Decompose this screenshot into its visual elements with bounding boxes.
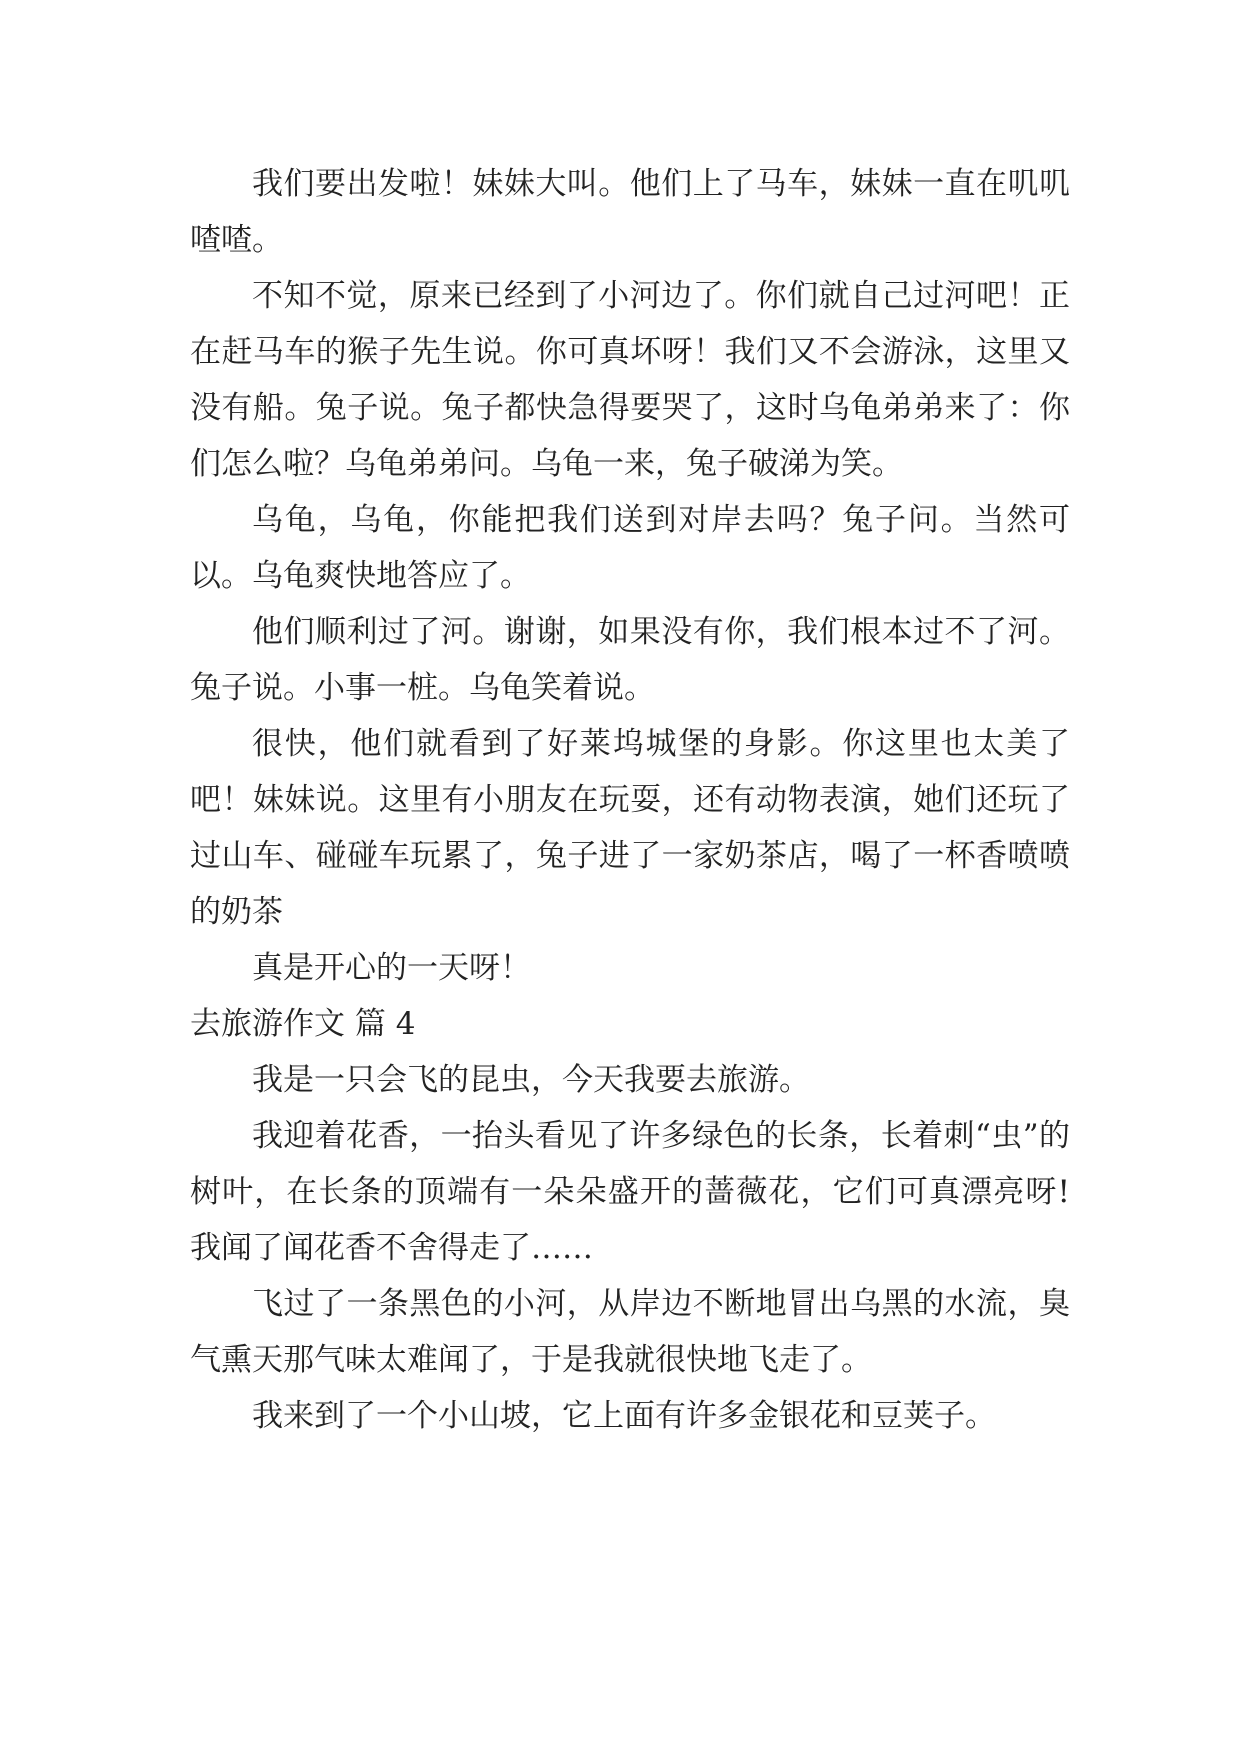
- paragraph-roses: 我迎着花香，一抬头看见了许多绿色的长条，长着刺“虫”的树叶，在长条的顶端有一朵朵盛开的蔷薇花，它们可真漂亮呀!我闻了闻花香不舍得走了……: [190, 1118, 1070, 1266]
- paragraph-happy-day: 真是开心的一天呀！: [252, 950, 531, 986]
- document-body: [190, 156, 1070, 1444]
- paragraph-turtle-help: 乌龟，乌龟，你能把我们送到对岸去吗？兔子问。当然可以。乌龟爽快地答应了。: [190, 502, 1070, 594]
- paragraph-crossing: 他们顺利过了河。谢谢，如果没有你，我们根本过不了河。兔子说。小事一桩。乌龟笑着说。: [190, 614, 1070, 706]
- paragraph-castle: 很快，他们就看到了好莱坞城堡的身影。你这里也太美了吧！妹妹说。这里有小朋友在玩耍，还有动物表演，她们还玩了过山车、碰碰车玩累了，兔子进了一家奶茶店，喝了一杯香喷喷的奶茶: [190, 726, 1070, 930]
- paragraph-black-river: 飞过了一条黑色的小河，从岸边不断地冒出乌黑的水流，臭气熏天那气味太难闻了，于是我就很快地飞走了。: [190, 1286, 1070, 1378]
- paragraph-river: 不知不觉，原来已经到了小河边了。你们就自己过河吧！正在赶马车的猴子先生说。你可真坏呀！我们又不会游泳，这里又没有船。兔子说。兔子都快急得要哭了，这时乌龟弟弟来了：你们怎么啦？乌龟弟弟问。乌龟一来，兔子破涕为笑。: [190, 278, 1070, 482]
- section-heading: 去旅游作文 篇 4: [190, 1006, 416, 1042]
- paragraph-insect-intro: 我是一只会飞的昆虫，今天我要去旅游。: [252, 1062, 810, 1098]
- paragraph-departure: 我们要出发啦！妹妹大叫。他们上了马车，妹妹一直在叽叽喳喳。: [190, 166, 1070, 258]
- paragraph-hillside: 我来到了一个小山坡，它上面有许多金银花和豆荚子。: [252, 1398, 996, 1434]
